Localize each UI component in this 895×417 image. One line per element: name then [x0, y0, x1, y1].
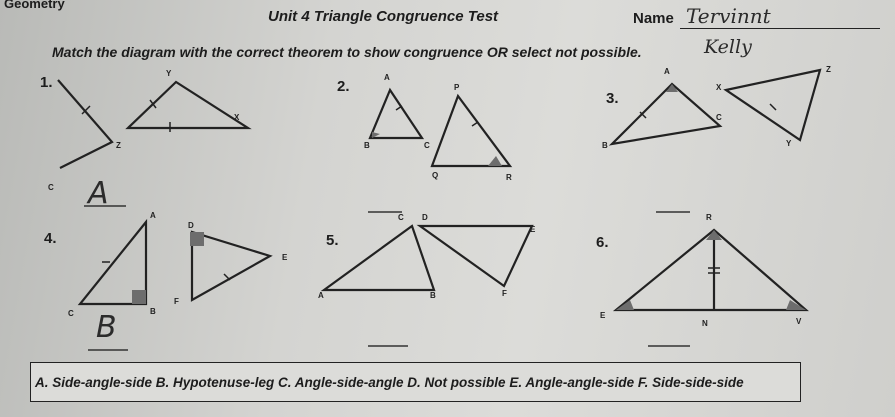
vertex-label: F — [502, 289, 507, 298]
vertex-label: C — [68, 309, 74, 318]
vertex-label: E — [600, 311, 606, 320]
course-title: Geometry — [4, 0, 65, 11]
angle-mark-r2 — [488, 156, 502, 166]
vertex-label: N — [702, 319, 708, 328]
student-name-handwritten: Tervinnt — [686, 4, 771, 28]
name-label: Name — [633, 10, 674, 27]
vertex-label: D — [188, 221, 194, 230]
answer-choices-box — [30, 362, 801, 402]
vertex-label: R — [706, 213, 712, 222]
vertex-label: X — [716, 83, 722, 92]
right-angle-mark-d — [190, 232, 204, 246]
problem-5-number: 5. — [326, 232, 339, 249]
problem-6-number: 6. — [596, 234, 609, 251]
vertex-label: B — [364, 141, 370, 150]
problem-3-number: 3. — [606, 90, 619, 107]
problem-4-diagram — [80, 222, 270, 304]
vertex-label: Q — [432, 171, 439, 180]
vertex-label: Z — [116, 141, 121, 150]
test-title: Unit 4 Triangle Congruence Test — [268, 8, 499, 25]
vertex-label: C — [424, 141, 430, 150]
vertex-label: B — [602, 141, 608, 150]
problem-1-number: 1. — [40, 74, 53, 91]
vertex-label: P — [454, 83, 460, 92]
vertex-label: D — [422, 213, 428, 222]
problem-5-diagram — [324, 226, 532, 290]
vertex-label: E — [282, 253, 288, 262]
vertex-label: B — [430, 291, 436, 300]
vertex-label: X — [234, 113, 240, 122]
vertex-label: A — [318, 291, 324, 300]
problem-4-number: 4. — [44, 230, 57, 247]
vertex-label: F — [174, 297, 179, 306]
vertex-label: A — [664, 67, 670, 76]
problem-6-diagram — [616, 230, 806, 310]
vertex-label: C — [398, 213, 404, 222]
vertex-label: Y — [166, 69, 172, 78]
vertex-label: V — [796, 317, 802, 326]
instructions: Match the diagram with the correct theorem to show congruence OR select not possible. — [52, 44, 642, 60]
vertex-label: Z — [826, 65, 831, 74]
right-angle-mark-b — [132, 290, 146, 304]
student-name-handwritten-2: Kelly — [704, 36, 752, 58]
vertex-label: C — [716, 113, 722, 122]
problem-1-diagram — [58, 80, 248, 168]
problem-2-number: 2. — [337, 78, 350, 95]
vertex-label: B — [150, 307, 156, 316]
answer-1-handwritten: A — [88, 176, 109, 211]
vertex-label: Y — [786, 139, 792, 148]
answer-4-handwritten: B — [96, 310, 117, 345]
vertex-label: A — [150, 211, 156, 220]
problem-2-diagram — [370, 90, 510, 166]
answer-choices: A. Side-angle-side B. Hypotenuse-leg C. Angle-side-angle D. Not possible E. Angle-angle-side F. Side-side-side — [35, 374, 744, 390]
vertex-label: C — [48, 183, 54, 192]
vertex-label: E — [530, 225, 536, 234]
problem-3-diagram — [612, 70, 820, 144]
vertex-label: R — [506, 173, 512, 182]
vertex-label: A — [384, 73, 390, 82]
